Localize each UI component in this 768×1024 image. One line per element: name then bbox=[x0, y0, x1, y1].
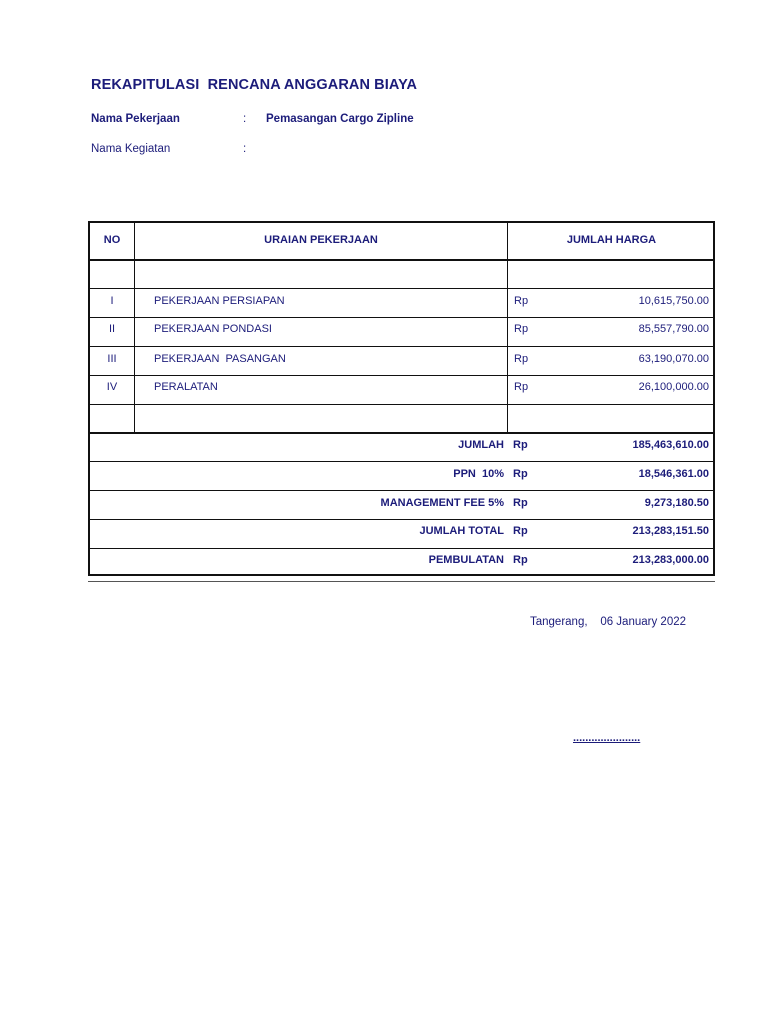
row-divider bbox=[90, 404, 713, 405]
budget-table bbox=[88, 221, 715, 576]
signature-line: ...................... bbox=[573, 732, 641, 744]
header-no: NO bbox=[103, 234, 121, 246]
summary-label: JUMLAH TOTAL bbox=[419, 525, 504, 537]
row-uraian: PEKERJAAN PONDASI bbox=[154, 323, 272, 335]
header-uraian: URAIAN PEKERJAAN bbox=[264, 234, 378, 246]
nama-kegiatan-label: Nama Kegiatan bbox=[91, 143, 171, 155]
column-divider-uraian bbox=[507, 223, 508, 433]
row-no: IV bbox=[106, 381, 118, 393]
summary-row-divider bbox=[90, 519, 713, 520]
nama-pekerjaan-value: Pemasangan Cargo Zipline bbox=[266, 113, 414, 125]
row-uraian: PERALATAN bbox=[154, 381, 218, 393]
row-uraian: PEKERJAAN PERSIAPAN bbox=[154, 295, 285, 307]
row-amount: 85,557,790.00 bbox=[638, 323, 709, 335]
summary-label: JUMLAH bbox=[458, 439, 504, 451]
summary-currency: Rp bbox=[513, 468, 528, 480]
row-divider bbox=[90, 317, 713, 318]
row-currency: Rp bbox=[514, 353, 529, 365]
row-currency: Rp bbox=[514, 295, 529, 307]
summary-currency: Rp bbox=[513, 497, 528, 509]
header-divider bbox=[90, 259, 713, 261]
nama-pekerjaan-colon: : bbox=[243, 113, 247, 125]
table-underline bbox=[88, 581, 715, 582]
summary-amount: 213,283,151.50 bbox=[632, 525, 709, 537]
column-divider-no bbox=[134, 223, 135, 433]
summary-row-divider bbox=[90, 490, 713, 491]
summary-label: PPN 10% bbox=[453, 468, 504, 480]
summary-row-divider bbox=[90, 548, 713, 549]
row-amount: 63,190,070.00 bbox=[638, 353, 709, 365]
summary-divider bbox=[90, 432, 713, 434]
nama-kegiatan-colon: : bbox=[243, 143, 247, 155]
summary-row-divider bbox=[90, 461, 713, 462]
summary-amount: 18,546,361.00 bbox=[638, 468, 709, 480]
summary-label: PEMBULATAN bbox=[428, 554, 504, 566]
row-amount: 26,100,000.00 bbox=[638, 381, 709, 393]
row-currency: Rp bbox=[514, 323, 529, 335]
row-currency: Rp bbox=[514, 381, 529, 393]
row-uraian: PEKERJAAN PASANGAN bbox=[154, 353, 286, 365]
summary-currency: Rp bbox=[513, 525, 528, 537]
row-no: III bbox=[107, 353, 117, 365]
row-divider bbox=[90, 375, 713, 376]
row-no: I bbox=[110, 295, 114, 307]
row-divider bbox=[90, 346, 713, 347]
summary-label: MANAGEMENT FEE 5% bbox=[380, 497, 504, 509]
summary-amount: 213,283,000.00 bbox=[632, 554, 709, 566]
summary-amount: 185,463,610.00 bbox=[632, 439, 709, 451]
row-divider bbox=[90, 288, 713, 289]
summary-currency: Rp bbox=[513, 554, 528, 566]
row-amount: 10,615,750.00 bbox=[638, 295, 709, 307]
document-title: REKAPITULASI RENCANA ANGGARAN BIAYA bbox=[91, 77, 418, 93]
row-no: II bbox=[108, 323, 116, 335]
header-jumlah-harga: JUMLAH HARGA bbox=[566, 234, 657, 246]
place-date: Tangerang, 06 January 2022 bbox=[530, 616, 687, 628]
nama-pekerjaan-label: Nama Pekerjaan bbox=[91, 113, 180, 125]
summary-currency: Rp bbox=[513, 439, 528, 451]
summary-amount: 9,273,180.50 bbox=[644, 497, 709, 509]
